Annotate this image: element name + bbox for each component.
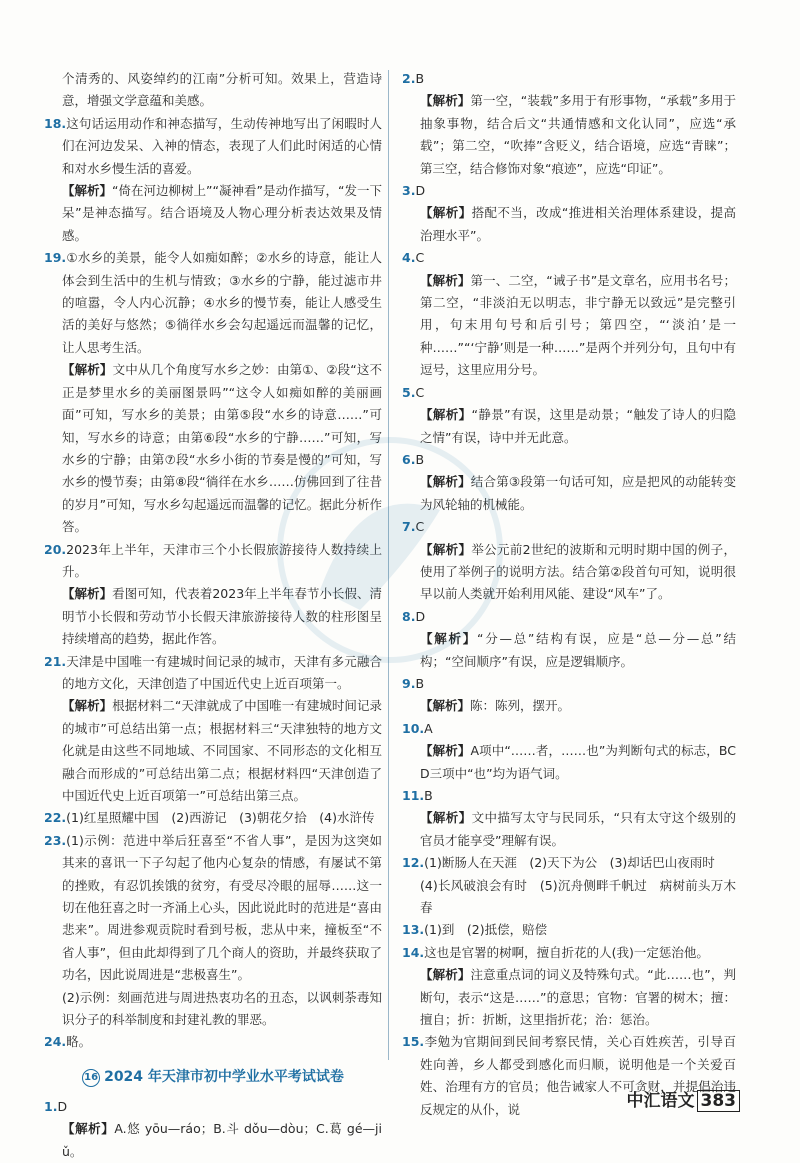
answer-text: B (415, 675, 425, 691)
answer-item (402, 68, 736, 90)
answer-text: (1)示例：范进中举后狂喜至“不省人事”，是因为这突如其来的喜讯一下子勾起了他内心复杂的情感，有屡试不第的挫败，有忍饥挨饿的贫穷，有受尽冷眼的屈辱……这一切在他狂喜之时一齐涌上心头，因此说此时的范进是“喜由悲来”。周进参观贡院时看到号板，悲从中来，撞板至“不省人事”，但由此却得到了几个商人的资助，并最终获取了功名，因此说周进是“悲极喜生”。 (62, 832, 382, 983)
analysis-text: 根据材料二“天津就成了中国唯一有建城时间记录的城市”可总结出第一点；根据材料三“天津独特的地方文化就是由这些不同地域、不同国家、不同形态的文化相互融合而形成的”可总结出第二点；根据材料四“天津创造了中国近代史上近百项第一”可总结出第三点。 (62, 698, 382, 803)
analysis-paragraph (402, 90, 736, 180)
question-number: 19. (44, 250, 67, 266)
question-number: 12. (402, 855, 425, 871)
analysis-tag: 【解析】 (62, 362, 113, 378)
answer-item (44, 1031, 382, 1053)
analysis-text: 第一、二空，“诫子书”是文章名，应用书名号；第二空，“非淡泊无以明志，非宁静无以致远”是完整引用，句末用句号和后引号；第四空，“‘淡泊’是一种……”“‘宁静’则是一种……”是两个并列分句，且句中有逗号，这里应用分号。 (420, 272, 736, 378)
answer-item (402, 247, 736, 269)
answer-text: C (415, 519, 425, 535)
answer-text: 略。 (66, 1034, 92, 1050)
answer-item (402, 785, 736, 807)
analysis-text: 看图可知，代表着2023年上半年春节小长假、清明节小长假和劳动节小长假天津旅游接待人数的柱形图呈持续增高的趋势，据此作答。 (62, 586, 382, 647)
answer-text: C (415, 384, 425, 400)
answer-text: D (415, 183, 426, 199)
answer-text: 2023年上半年，天津市三个小长假旅游接待人数持续上升。 (62, 541, 382, 579)
column-divider (388, 70, 389, 1060)
book-title: 中汇语文 (626, 1091, 695, 1111)
answer-item (402, 673, 736, 695)
page-number: 383 (697, 1090, 741, 1112)
left-column (44, 68, 382, 1163)
question-number: 21. (44, 653, 67, 669)
analysis-tag: 【解析】 (62, 586, 113, 602)
question-number: 5. (402, 384, 416, 400)
analysis-text: 结合第③段第一句话可知，应是把风的动能转变为风轮轴的机械能。 (420, 474, 736, 512)
analysis-tag: 【解析】 (420, 810, 472, 826)
analysis-text: 第一空，“装载”多用于有形事物，“承载”多用于抽象事物，结合后文“共通情感和文化认同”，应选“承载”；第二空，“吹捧”含贬义，结合语境，应选“青睐”；第三空，结合修饰对象“痕迹”，应选“印证”。 (420, 93, 736, 176)
question-number: 3. (402, 183, 416, 199)
analysis-paragraph (44, 1118, 382, 1163)
question-number: 11. (402, 788, 425, 803)
analysis-tag: 【解析】 (420, 743, 471, 759)
section-number-badge: 16 (82, 1069, 100, 1087)
answer-text: B (415, 451, 425, 467)
analysis-text: 搭配不当，改成“推进相关治理体系建设，提高治理水平”。 (420, 205, 736, 243)
answer-item (44, 807, 382, 829)
question-number: 15. (402, 1034, 425, 1050)
analysis-tag: 【解析】 (420, 541, 472, 557)
analysis-text: 举公元前2世纪的波斯和元明时期中国的例子，使用了举例子的说明方法。结合第②段首句可知，说明很早以前人类就开始利用风能、建设“风车”了。 (420, 541, 736, 602)
analysis-text: “分—总”结构有误，应是“总—分—总”结构；“空间顺序”有误，应是逻辑顺序。 (420, 631, 736, 669)
answer-subitem: (4)长风破浪会有时 (5)沉舟侧畔千帆过 病树前头万木春 (420, 877, 736, 916)
answer-item (402, 449, 736, 471)
question-number: 24. (44, 1034, 67, 1050)
answer-item (402, 942, 736, 964)
answer-text: 天津是中国唯一有建城时间记录的城市，天津有多元融合的地方文化，天津创造了中国近代史上近百项第一。 (62, 653, 382, 691)
answer-text: (1)红星照耀中国 (2)西游记 (3)朝花夕拾 (4)水浒传 (66, 810, 375, 826)
question-number: 20. (44, 541, 67, 557)
answer-item (44, 1096, 382, 1118)
analysis-paragraph (402, 964, 736, 1031)
analysis-tag: 【解析】 (62, 698, 113, 714)
analysis-tag: 【解析】 (420, 205, 472, 221)
question-number: 22. (44, 810, 67, 826)
analysis-paragraph (402, 404, 736, 449)
analysis-paragraph (402, 695, 736, 717)
answer-text: ①水乡的美景，能令人如痴如醉；②水乡的诗意，能让人体会到生活中的生机与情致；③水乡的宁静，能过滤市井的喧嚣，令人内心沉静；④水乡的慢节奏，能让人感受生活的美好与悠然；⑤徜徉水乡会勾起遥远而温馨的记忆，让人思考生活。 (62, 250, 382, 355)
answer-text: A (424, 720, 433, 736)
analysis-paragraph (402, 807, 736, 852)
question-number: 1. (44, 1098, 58, 1114)
answer-item (402, 606, 736, 628)
answer-item (44, 830, 382, 987)
question-number: 8. (402, 608, 416, 624)
continued-text: 个清秀的、风姿绰约的江南”分析可知。效果上，营造诗意，增强文学意蕴和美感。 (62, 71, 382, 109)
right-column (402, 68, 736, 1121)
analysis-text: “静景”有误，这里是动景；“触发了诗人的归隐之情”有误，诗中并无此意。 (420, 407, 736, 445)
analysis-paragraph (402, 740, 736, 785)
analysis-tag: 【解析】 (420, 631, 477, 647)
section-title-text: 2024 年天津市初中学业水平考试试卷 (104, 1068, 344, 1085)
question-number: 7. (402, 519, 416, 535)
question-number: 2. (402, 71, 416, 86)
answer-item (44, 247, 382, 359)
answer-item (402, 382, 736, 404)
answer-text: (1)断肠人在天涯 (2)天下为公 (3)却话巴山夜雨时 (424, 855, 715, 871)
analysis-paragraph (402, 628, 736, 673)
analysis-tag: 【解析】 (420, 407, 472, 423)
question-number: 4. (402, 250, 416, 266)
answer-item (44, 651, 382, 696)
analysis-tag: 【解析】 (420, 93, 471, 109)
analysis-tag: 【解析】 (420, 698, 471, 714)
answer-text: 这也是官署的树啊，擅自折花的人(我)一定惩治他。 (424, 944, 709, 960)
answer-item (44, 539, 382, 584)
answer-text: (1)到 (2)抵偿，赔偿 (424, 922, 548, 938)
question-number: 9. (402, 675, 416, 691)
question-number: 14. (402, 944, 425, 960)
analysis-text: “倚在河边柳树上”“凝神看”是动作描写，“发一下呆”是神态描写。结合语境及人物心理分析表达效果及情感。 (62, 183, 382, 243)
analysis-tag: 【解析】 (62, 183, 113, 199)
analysis-text: 文中描写太守与民同乐，“只有太守这个级别的官员才能享受”理解有误。 (420, 810, 736, 848)
analysis-tag: 【解析】 (420, 272, 471, 288)
analysis-paragraph (44, 583, 382, 650)
question-number: 6. (402, 451, 416, 467)
analysis-paragraph (402, 202, 736, 247)
analysis-paragraph (402, 270, 736, 382)
answer-text: B (424, 788, 433, 803)
answer-item (402, 718, 736, 740)
answer-text: 这句话运用动作和神态描写，生动传神地写出了闲暇时人们在河边发呆、入神的情态，表现了人们此时闲适的心情和对水乡慢生活的喜爱。 (62, 115, 382, 176)
answer-item (44, 113, 382, 180)
analysis-tag: 【解析】 (420, 474, 471, 490)
answer-item (402, 516, 736, 538)
analysis-paragraph (44, 180, 382, 247)
answer-text: D (57, 1098, 68, 1114)
analysis-paragraph (402, 471, 736, 516)
answer-item (402, 852, 736, 874)
question-number: 10. (402, 720, 425, 736)
page-footer (627, 1086, 741, 1111)
analysis-text: 陈：陈列，摆开。 (470, 698, 571, 714)
analysis-text: A项中“……者，……也”为判断句式的标志，BCD三项中“也”均为语气词。 (420, 743, 736, 781)
question-number: 23. (44, 832, 67, 848)
exam-section-title (44, 1064, 382, 1090)
analysis-paragraph (44, 695, 382, 807)
answer-item (402, 180, 736, 202)
analysis-text: A.悠 yōu—ráo；B.斗 dǒu—dòu；C.葛 gé—jiǔ。 (62, 1121, 382, 1159)
analysis-text: 注意重点词的词义及特殊句式。“此……也”，判断句，表示“这是……”的意思；官物：官署的树木；擅：擅自；折：折断，这里指折花；治：惩治。 (420, 967, 736, 1028)
answer-subitem: (2)示例：刻画范进与周进热衷功名的丑态，以讽刺荼毒知识分子的科举制度和封建礼教的罪恶。 (62, 989, 382, 1028)
question-number: 13. (402, 922, 425, 938)
answer-text: 李勉为官期间到民间考察民情，关心百姓疾苦，引导百姓向善，乡人都受到感化而归顺，说明他是一个关爱百姓、治理有方的官员；他告诫家人不可贪财，并提倡治违反规定的从仆，说 (420, 1034, 736, 1117)
analysis-tag: 【解析】 (62, 1121, 115, 1137)
analysis-paragraph (44, 359, 382, 538)
answer-text: C (415, 250, 425, 266)
question-number: 18. (44, 115, 67, 131)
answer-text: B (415, 71, 425, 86)
analysis-tag: 【解析】 (420, 967, 471, 983)
analysis-paragraph (402, 539, 736, 606)
answer-item (402, 919, 736, 941)
analysis-text: 文中从几个角度写水乡之妙：由第①、②段“这不正是梦里水乡的美丽图景吗”“这令人如痴如醉的美丽画面”可知，写水乡的美景；由第⑤段“水乡的诗意……”可知，写水乡的诗意；由第⑥段“水乡的宁静……”可知，写水乡的宁静；由第⑦段“水乡小街的节奏是慢的”可知，写水乡的慢节奏；由第⑧段“徜徉在水乡……仿佛回到了往昔的岁月”可知，写水乡勾起遥远而温馨的记忆。据此分析作答。 (62, 362, 382, 535)
answer-text: D (415, 608, 426, 624)
